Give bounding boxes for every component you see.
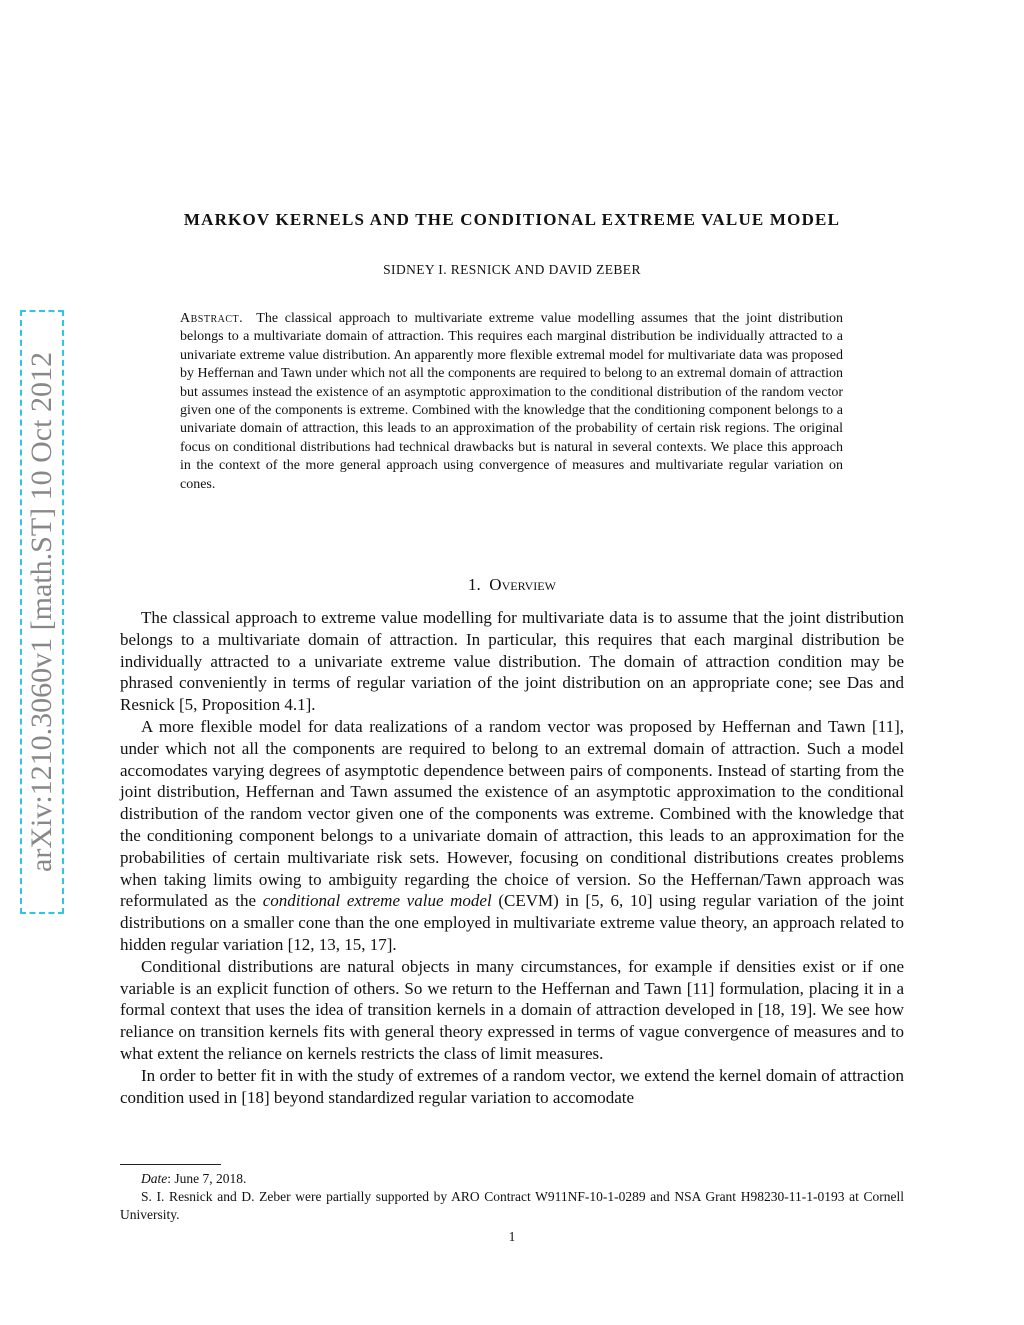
section-title: Overview [489, 575, 556, 594]
arxiv-identifier: arXiv:1210.3060v1 [math.ST] 10 Oct 2012 [25, 352, 58, 872]
paragraph-4: In order to better fit in with the study of extremes of a random vector, we extend the kernel domain of attraction condition used in [18] beyond standardized regular variation to accomodate [120, 1065, 904, 1107]
date-value: : June 7, 2018. [167, 1171, 247, 1186]
footnote-date [120, 1170, 904, 1188]
page-number: 1 [508, 1229, 516, 1244]
abstract-text: The classical approach to multivariate extreme value modelling assumes that the joint distribution belongs to a multivariate domain of attraction. This requires each marginal distribution be individually attracted to a univariate extreme value distribution. An apparently more flexible extremal model for multivariate data was proposed by Heffernan and Tawn under which not all the components are required to belong to an extremal domain of attraction but assumes instead the existence of an asymptotic approximation to the conditional distribution of the random vector given one of the components is extreme. Combined with the knowledge that the conditioning component belongs to a univariate domain of attraction, this leads to an approximation of the probability of certain risk regions. The original focus on conditional distributions had technical drawbacks but is natural in several contexts. We place this approach in the context of the more general approach using convergence of measures and multivariate regular variation on cones. [180, 311, 843, 492]
footnote-divider [120, 1164, 221, 1165]
paragraph-1: The classical approach to extreme value modelling for multivariate data is to assume that the joint distribution belongs to a multivariate domain of attraction. In particular, this requires that each marginal distribution be individually attracted to a univariate extreme value distribution. The domain of attraction condition may be phrased conveniently in terms of regular variation of the joint distribution on an appropriate cone; see Das and Resnick [5, Proposition 4.1]. [120, 608, 904, 715]
paragraph-3: Conditional distributions are natural objects in many circumstances, for example if densities exist or if one variable is an explicit function of others. So we return to the Heffernan and Tawn [11] formulation, placing it in a formal context that uses the idea of transition kernels in a domain of attraction developed in [18, 19]. We see how reliance on transition kernels fits with general theory expressed in terms of vague convergence of measures and to what extent the reliance on kernels restricts the class of limit measures. [120, 956, 904, 1063]
paragraph-2 [120, 716, 904, 956]
arxiv-side-stamp [20, 310, 64, 914]
body-text [120, 607, 904, 1108]
abstract-label: Abstract. [180, 311, 244, 326]
paragraph-2-part-b: (CEVM) in [5, 6, 10] using regular variation of the joint distributions on a smaller cone than the one employed in multivariate extreme value theory, an approach related to hidden regular variation [12, 13, 15, 17]. [120, 891, 905, 954]
date-label: Date [141, 1171, 168, 1186]
footnotes [120, 1170, 904, 1224]
section-heading [120, 575, 904, 595]
footnote-support: S. I. Resnick and D. Zeber were partially supported by ARO Contract W911NF-10-1-0289 and NSA Grant H98230-11-1-0193 at Cornell University. [120, 1189, 904, 1222]
paper-title: MARKOV KERNELS AND THE CONDITIONAL EXTREME VALUE MODEL [183, 210, 841, 229]
abstract [180, 310, 843, 494]
paper-authors: SIDNEY I. RESNICK AND DAVID ZEBER [383, 262, 641, 277]
paragraph-2-part-a: A more flexible model for data realizations of a random vector was proposed by Heffernan and Tawn [11], under which not all the components are required to belong to an extremal domain of attraction. Such a model accomodates varying degrees of asymptotic dependence between pairs of components. Instead of starting from the joint distribution, Heffernan and Tawn assumed the existence of an asymptotic approximation to the conditional distribution of the random vector given one of the components was extreme. Combined with the knowledge that the conditioning component belongs to a univariate domain of attraction, this leads to an approximation for the probabilities of certain multivariate risk sets. However, focusing on conditional distributions creates problems when taking limits owing to ambiguity regarding the choice of version. So the Heffernan/Tawn approach was reformulated as the [120, 716, 904, 911]
paragraph-2-emphasis: conditional extreme value model [262, 891, 492, 911]
section-number: 1. [468, 575, 481, 594]
